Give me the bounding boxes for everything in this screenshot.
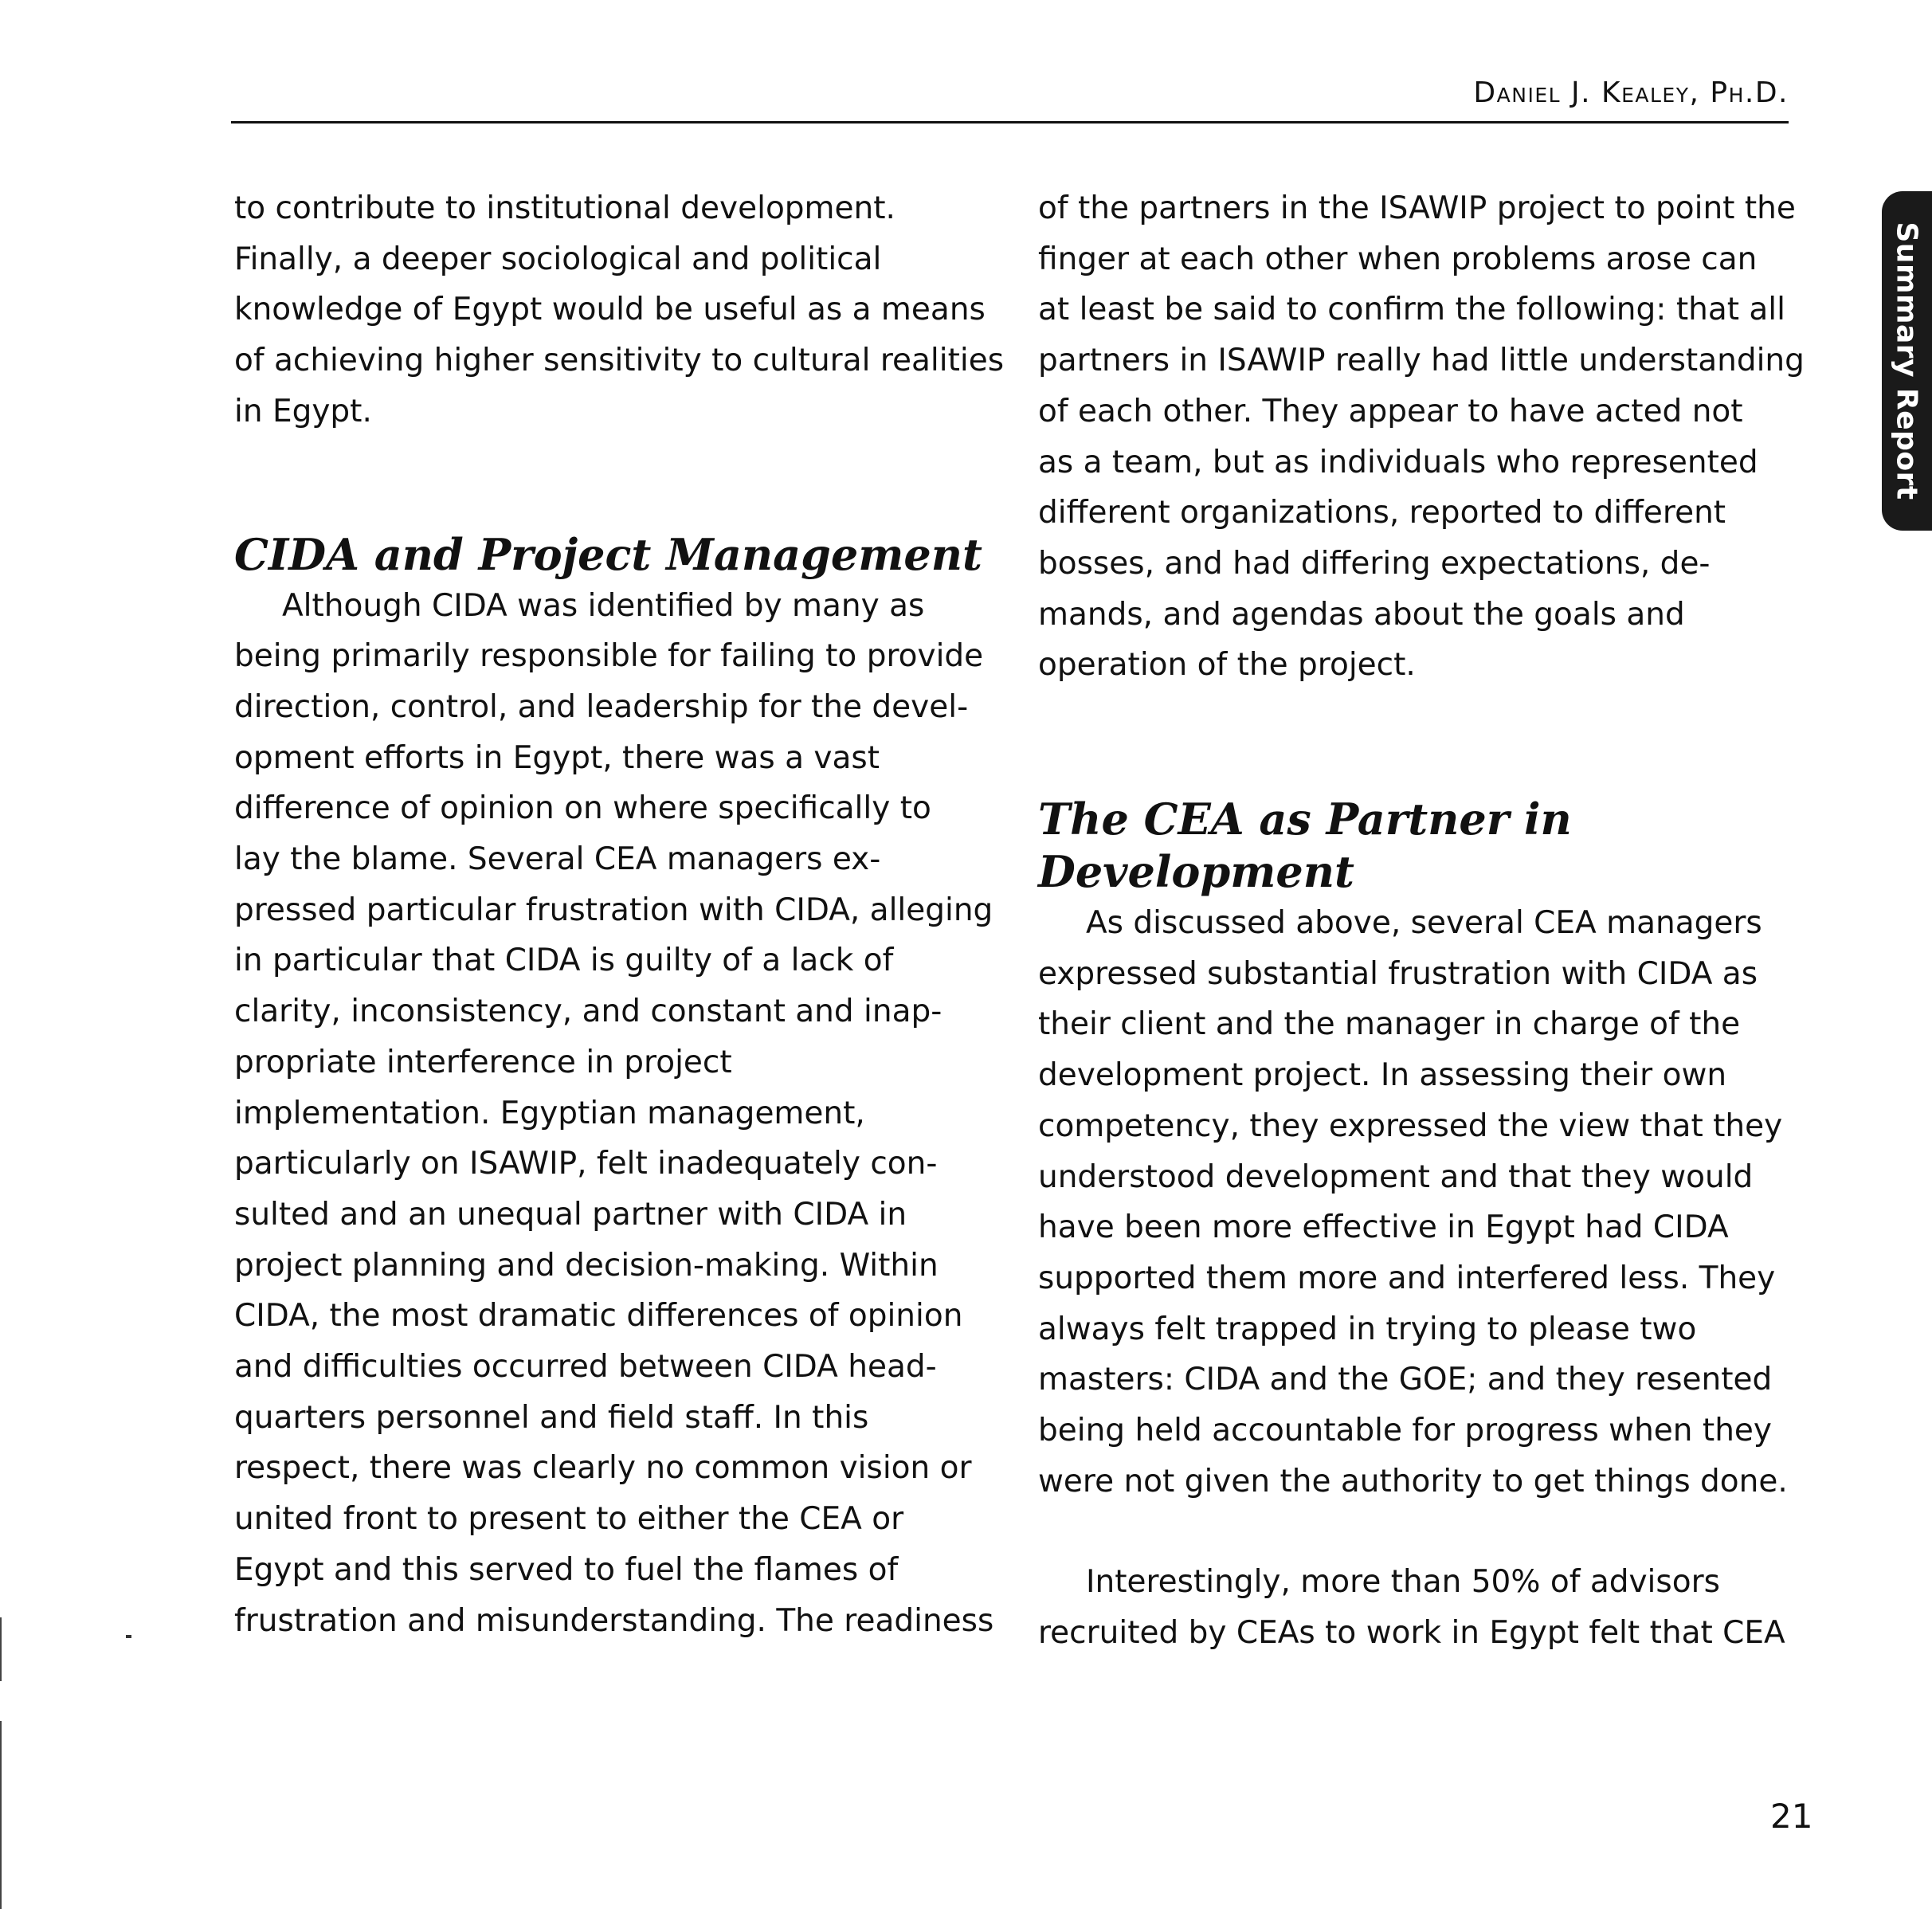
text-line: of achieving higher sensitivity to cultural realities — [234, 343, 1005, 379]
text-line: difference of opinion on where specifically to — [234, 790, 931, 827]
text-line: operation of the project. — [1038, 647, 1416, 684]
text-line: supported them more and interfered less. They — [1038, 1260, 1776, 1296]
text-line: Egypt and this served to fuel the flames of — [234, 1551, 899, 1588]
text-line: their client and the manager in charge of the — [1038, 1006, 1741, 1043]
text-line: CIDA, the most dramatic differences of opinion — [234, 1298, 963, 1335]
text-line: being primarily responsible for failing to provide — [234, 638, 984, 675]
text-line: frustration and misunderstanding. The readiness — [234, 1602, 994, 1639]
text-line: of each other. They appear to have acted not — [1038, 393, 1743, 429]
continuation-paragraph — [1038, 183, 1803, 691]
text-line: to contribute to institutional development. — [234, 190, 895, 226]
text-line: different organizations, reported to different — [1038, 495, 1726, 531]
cea-paragraph-1 — [1038, 898, 1803, 1507]
text-line: implementation. Egyptian management, — [234, 1095, 865, 1131]
page-number: 21 — [1770, 1797, 1813, 1836]
section-heading-cea: The CEA as Partner in — [1038, 794, 1572, 845]
text-line: masters: CIDA and the GOE; and they resented — [1038, 1362, 1773, 1398]
text-line: particularly on ISAWIP, felt inadequately con- — [234, 1146, 938, 1182]
text-line: in particular that CIDA is guilty of a lack of — [234, 943, 894, 979]
intro-paragraph — [234, 183, 1005, 437]
scan-edge-line — [0, 1617, 2, 1681]
section-side-tab — [1882, 191, 1932, 531]
cea-paragraph-2 — [1038, 1557, 1803, 1658]
section-gap — [234, 437, 999, 528]
text-line: Interestingly, more than 50% of advisors — [1086, 1564, 1720, 1601]
text-line: always felt trapped in trying to please two — [1038, 1311, 1697, 1347]
text-line: clarity, inconsistency, and constant and inap- — [234, 994, 942, 1030]
text-line: as a team, but as individuals who represented — [1038, 444, 1758, 480]
text-line: Finally, a deeper sociological and political — [234, 241, 882, 277]
text-line: finger at each other when problems arose can — [1038, 241, 1758, 277]
text-line: opment efforts in Egypt, there was a vast — [234, 739, 880, 776]
text-line: of the partners in the ISAWIP project to point the — [1038, 190, 1796, 226]
text-line: propriate interference in project — [234, 1044, 732, 1080]
text-line: project planning and decision-making. Within — [234, 1247, 939, 1284]
text-line: respect, there was clearly no common vision or — [234, 1450, 972, 1487]
text-line: partners in ISAWIP really had little understanding — [1038, 343, 1805, 379]
text-line: knowledge of Egypt would be useful as a means — [234, 292, 986, 328]
text-line: bosses, and had differing expectations, de- — [1038, 545, 1711, 582]
text-line: recruited by CEAs to work in Egypt felt that CEA — [1038, 1615, 1785, 1652]
left-column — [234, 183, 1005, 1646]
text-line: were not given the authority to get things done. — [1038, 1463, 1788, 1499]
text-line: expressed substantial frustration with CIDA as — [1038, 955, 1758, 992]
text-line: and difficulties occurred between CIDA head- — [234, 1349, 937, 1386]
text-line: in Egypt. — [234, 393, 372, 429]
text-line: competency, they expressed the view that they — [1038, 1107, 1783, 1144]
text-line: lay the blame. Several CEA managers ex- — [234, 841, 881, 878]
text-line: development project. In assessing their own — [1038, 1057, 1727, 1094]
header-author: Daniel J. Kealey, Ph.D. — [1473, 76, 1789, 109]
text-line: sulted and an unequal partner with CIDA in — [234, 1196, 907, 1233]
scan-artifact-mark — [126, 1635, 131, 1638]
section-heading-cida: CIDA and Project Management — [234, 528, 982, 580]
section-heading-cea: Development — [1038, 846, 1354, 898]
text-line: understood development and that they would — [1038, 1158, 1754, 1195]
text-line: quarters personnel and field staff. In this — [234, 1399, 869, 1436]
section-gap — [1038, 691, 1803, 793]
right-column — [1038, 183, 1803, 1659]
running-header — [231, 73, 1789, 123]
paragraph-gap — [1038, 1507, 1803, 1557]
side-tab-label: Summary Report — [1890, 221, 1923, 500]
text-line: Although CIDA was identified by many as — [282, 587, 925, 624]
text-line: being held accountable for progress when they — [1038, 1413, 1772, 1449]
text-line: As discussed above, several CEA managers — [1086, 905, 1762, 942]
text-line: have been more effective in Egypt had CIDA — [1038, 1209, 1729, 1246]
text-line: pressed particular frustration with CIDA, alleging — [234, 892, 993, 928]
text-line: direction, control, and leadership for the devel- — [234, 688, 969, 725]
cida-paragraph — [234, 581, 999, 1647]
text-line: mands, and agendas about the goals and — [1038, 596, 1685, 633]
scan-edge-line — [0, 1721, 2, 1909]
text-line: united front to present to either the CEA or — [234, 1501, 904, 1538]
text-line: at least be said to confirm the following: that all — [1038, 292, 1785, 328]
